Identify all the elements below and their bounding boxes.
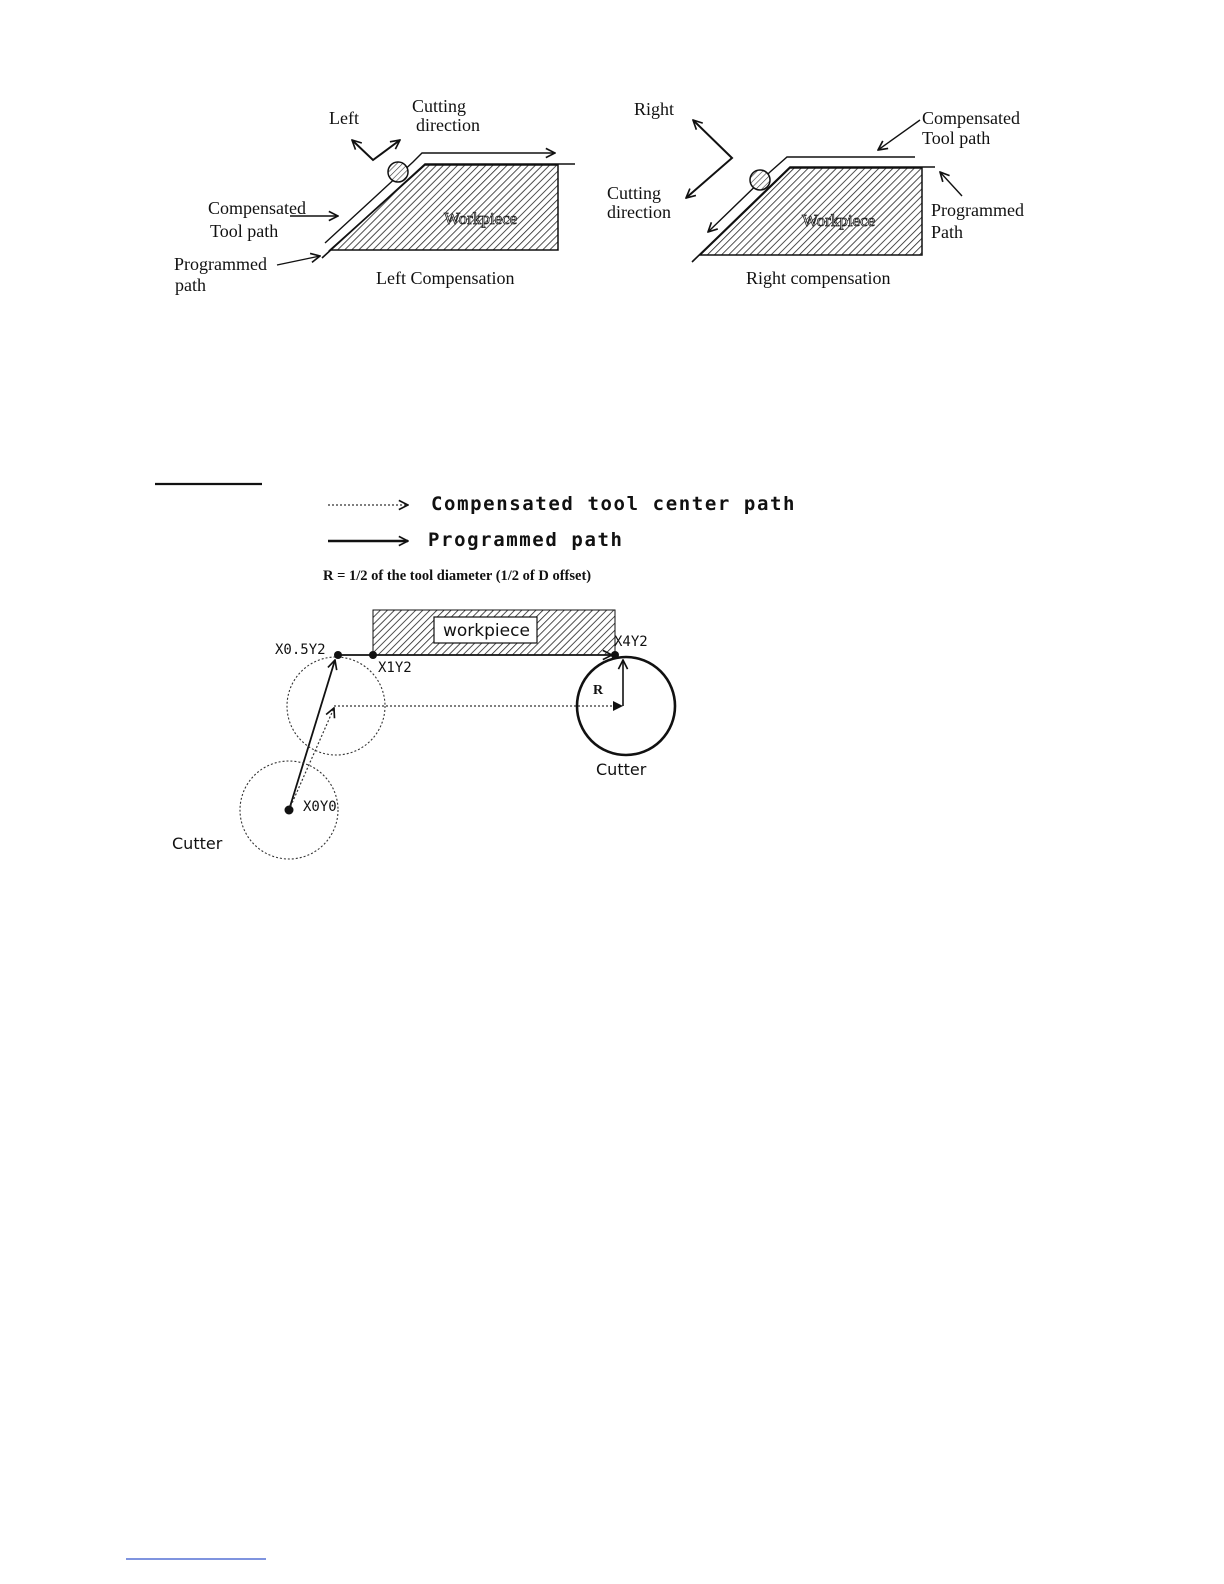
right-cutting-direction-line1: Cutting xyxy=(607,183,662,203)
right-cutter-circle xyxy=(750,170,770,190)
right-programmed-label-line2: Path xyxy=(931,222,964,242)
point-end-label: X4Y2 xyxy=(614,634,648,650)
left-workpiece-label: Workpiece xyxy=(444,209,518,228)
right-compensated-pointer xyxy=(878,120,920,150)
radius-label: R xyxy=(593,683,604,698)
compensated-path-approach xyxy=(289,708,334,810)
point-origin xyxy=(285,806,294,815)
right-direction-arrows xyxy=(686,120,732,198)
left-programmed-label-line2: path xyxy=(175,275,206,295)
left-compensated-label-line2: Tool path xyxy=(210,221,279,241)
legend-programmed-label: Programmed path xyxy=(428,529,624,551)
left-direction-arrows xyxy=(352,140,400,160)
left-direction-label: Left xyxy=(329,108,359,128)
left-cutter-circle xyxy=(388,162,408,182)
left-compensation-figure xyxy=(174,96,575,295)
diagram-workpiece-label: workpiece xyxy=(443,621,530,641)
cutter-label-left: Cutter xyxy=(172,834,223,853)
left-compensated-label-line1: Compensated xyxy=(208,198,306,218)
point-mid xyxy=(369,651,377,659)
compensation-diagram xyxy=(172,610,675,859)
left-caption: Left Compensation xyxy=(376,268,515,288)
left-programmed-label-line1: Programmed xyxy=(174,254,267,274)
right-programmed-pointer xyxy=(940,172,962,196)
legend-compensated-label: Compensated tool center path xyxy=(431,493,797,515)
left-cutting-direction-line1: Cutting xyxy=(412,96,467,116)
point-origin-label: X0Y0 xyxy=(303,799,337,815)
right-caption: Right compensation xyxy=(746,268,891,288)
right-workpiece-label: Workpiece xyxy=(802,211,876,230)
right-compensation-figure xyxy=(607,99,1024,288)
cutter-label-right: Cutter xyxy=(596,760,647,779)
right-compensated-label-line1: Compensated xyxy=(922,108,1020,128)
right-cutting-direction-line2: direction xyxy=(607,202,671,222)
left-cutting-direction-line2: direction xyxy=(416,115,480,135)
point-mid-label: X1Y2 xyxy=(378,660,412,676)
programmed-path-approach xyxy=(289,660,335,810)
left-programmed-pointer xyxy=(277,256,320,265)
right-compensated-label-line2: Tool path xyxy=(922,128,991,148)
point-start-label: X0.5Y2 xyxy=(275,642,326,658)
point-end xyxy=(611,651,619,659)
legend-radius-note: R = 1/2 of the tool diameter (1/2 of D offset) xyxy=(323,568,592,584)
legend xyxy=(323,493,796,584)
point-start xyxy=(334,651,342,659)
right-programmed-label-line1: Programmed xyxy=(931,200,1024,220)
right-direction-label: Right xyxy=(634,99,675,119)
